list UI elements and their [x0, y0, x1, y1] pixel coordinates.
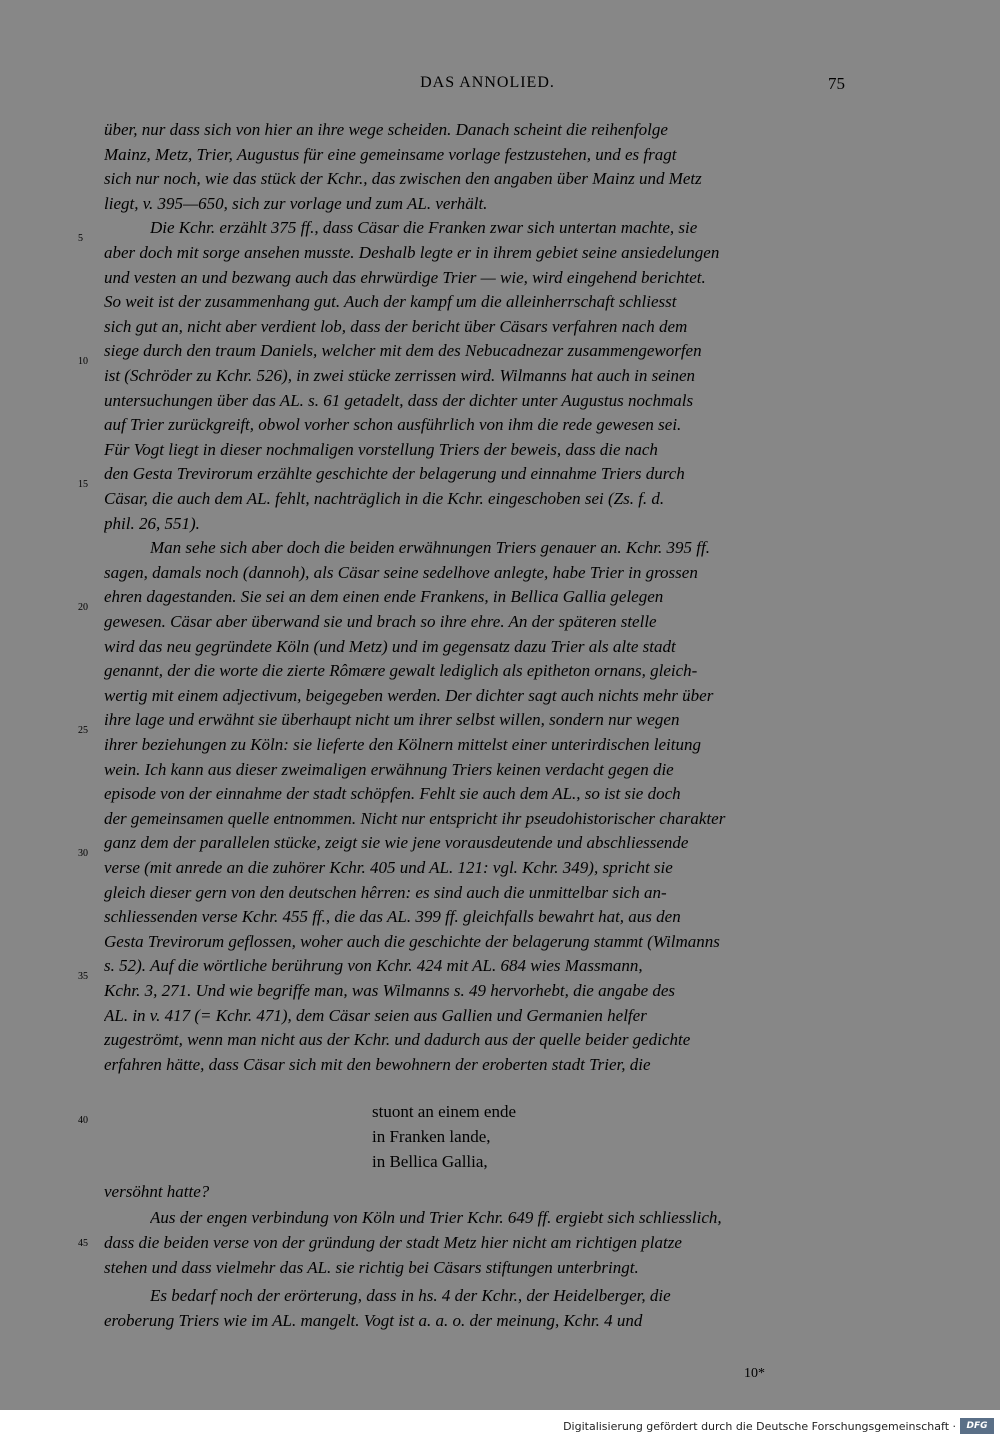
text-line: phil. 26, 551).	[104, 513, 200, 533]
printer-signature: 10*	[744, 1366, 765, 1381]
text-line: Aus der engen verbindung von Köln und Trier Kchr. 649 ff. ergiebt sich schliesslich,	[150, 1208, 722, 1227]
text-line: wein. Ich kann aus dieser zweimaligen erwähnung Triers keinen verdacht gegen die	[104, 759, 674, 779]
text-line: der gemeinsamen quelle entnommen. Nicht nur entspricht ihr pseudohistorischer charakter	[104, 808, 726, 828]
text-line: sagen, damals noch (dannoh), als Cäsar seine sedelhove anlegte, habe Trier in grossen	[104, 562, 698, 582]
text-line: dass die beiden verse von der gründung der stadt Metz hier nicht am richtigen platze	[104, 1233, 682, 1252]
text-line: sich gut an, nicht aber verdient lob, dass der bericht über Cäsars verfahren nach dem	[104, 316, 688, 336]
line-number: 45	[78, 1238, 88, 1249]
text-line: gleich dieser gern von den deutschen hêrren: es sind auch die unmittelbar sich an-	[104, 882, 667, 902]
text-line: Für Vogt liegt in dieser nochmaligen vorstellung Triers der beweis, dass die nach	[104, 439, 658, 459]
page-number: 75	[828, 74, 845, 93]
text-line: zugeströmt, wenn man nicht aus der Kchr. und dadurch aus der quelle beider gedichte	[104, 1030, 691, 1050]
text-line: verse (mit anrede an die zuhörer Kchr. 405 und AL. 121: vgl. Kchr. 349), spricht sie	[104, 858, 673, 877]
text-line: genannt, der die worte die zierte Rômære gewalt lediglich als epitheton ornans, gleich-	[104, 661, 698, 681]
text-line: episode von der einnahme der stadt schöpfen. Fehlt sie auch dem AL., so ist sie doch	[104, 784, 681, 804]
text-line: So weit ist der zusammenhang gut. Auch der kampf um die alleinherrschaft schliesst	[104, 292, 677, 312]
text-line: ehren dagestanden. Sie sei an dem einen ende Frankens, in Bellica Gallia gelegen	[104, 587, 664, 607]
text-line: Die Kchr. erzählt 375 ff., dass Cäsar die Franken zwar sich untertan machte, sie	[150, 218, 698, 238]
text-line: ganz dem der parallelen stücke, zeigt sie wie jene vorausdeutende und abschliessende	[104, 833, 689, 853]
text-line: Cäsar, die auch dem AL. fehlt, nachträglich in die Kchr. eingeschoben sei (Zs. f. d.	[104, 489, 665, 508]
line-number: 5	[78, 233, 83, 244]
running-header: DAS ANNOLIED.	[420, 74, 555, 91]
line-number: 25	[78, 725, 88, 736]
line-number: 35	[78, 971, 88, 982]
text-line: aber doch mit sorge ansehen musste. Deshalb legte er in ihrem gebiet seine ansiedelungen	[104, 243, 720, 262]
line-number: 10	[78, 356, 88, 367]
text-line: Gesta Trevirorum geflossen, woher auch die geschichte der belagerung stammt (Wilmanns	[104, 931, 720, 951]
verse-line: in Franken lande,	[372, 1127, 491, 1146]
text-line: Kchr. 3, 271. Und wie begriffe man, was Wilmanns s. 49 hervorhebt, die angabe des	[104, 981, 676, 1000]
footer-credit: Digitalisierung gefördert durch die Deutsche Forschungsgemeinschaft ·	[563, 1420, 956, 1433]
verse-line: stuont an einem ende	[372, 1102, 516, 1121]
text-line: auf Trier zurückgreift, obwol vorher schon ausführlich von ihm die rede gewesen sei.	[104, 415, 682, 435]
text-line: Es bedarf noch der erörterung, dass in hs. 4 der Kchr., der Heidelberger, die	[150, 1286, 671, 1305]
text-line: AL. in v. 417 (= Kchr. 471), dem Cäsar seien aus Gallien und Germanien helfer	[104, 1005, 647, 1025]
text-line: s. 52). Auf die wörtliche berührung von Kchr. 424 mit AL. 684 wies Massmann,	[104, 956, 643, 976]
text-line: siege durch den traum Daniels, welcher mit dem des Nebucadnezar zusammengeworfen	[104, 341, 702, 361]
text-line: wertig mit einem adjectivum, beigegeben werden. Der dichter sagt auch nichts mehr über	[104, 685, 714, 705]
line-number: 15	[78, 479, 88, 490]
text-line: ihre lage und erwähnt sie überhaupt nicht um ihrer selbst willen, sondern nur wegen	[104, 710, 680, 730]
verse-line: in Bellica Gallia,	[372, 1152, 488, 1171]
line-number: 30	[78, 848, 88, 859]
text-line: liegt, v. 395—650, sich zur vorlage und zum AL. verhält.	[104, 193, 488, 213]
text-line: schliessenden verse Kchr. 455 ff., die das AL. 399 ff. gleichfalls bewahrt hat, aus den	[104, 907, 681, 927]
text-line: über, nur dass sich von hier an ihre wege scheiden. Danach scheint die reihenfolge	[104, 120, 668, 139]
dfg-logo: DFG	[960, 1418, 994, 1434]
text-line: ihrer beziehungen zu Köln: sie lieferte den Kölnern mittelst einer unterirdischen leitung	[104, 735, 701, 754]
text-line: erfahren hätte, dass Cäsar sich mit den bewohnern der eroberten stadt Trier, die	[104, 1054, 651, 1074]
text-line: Man sehe sich aber doch die beiden erwähnungen Triers genauer an. Kchr. 395 ff.	[150, 538, 710, 558]
text-line: eroberung Triers wie im AL. mangelt. Vogt ist a. a. o. der meinung, Kchr. 4 und	[104, 1311, 643, 1330]
text-line: wird das neu gegründete Köln (und Metz) und im gegensatz dazu Trier als alte stadt	[104, 636, 676, 656]
text-line: gewesen. Cäsar aber überwand sie und brach so ihre ehre. An der späteren stelle	[104, 612, 657, 631]
text-line: und vesten an und bezwang auch das ehrwürdige Trier — wie, wird eingehend berichtet.	[104, 267, 706, 287]
text-line: sich nur noch, wie das stück der Kchr., das zwischen den angaben über Mainz und Metz	[104, 169, 702, 189]
text-line: versöhnt hatte?	[104, 1182, 210, 1201]
text-line: untersuchungen über das AL. s. 61 getadelt, dass der dichter unter Augustus nochmals	[104, 390, 694, 410]
text-line: stehen und dass vielmehr das AL. sie richtig bei Cäsars stiftungen unterbringt.	[104, 1258, 639, 1277]
line-number: 40	[78, 1115, 88, 1126]
line-number: 20	[78, 602, 88, 613]
text-line: Mainz, Metz, Trier, Augustus für eine gemeinsame vorlage festzustehen, und es fragt	[104, 144, 677, 164]
footer-bar	[0, 1410, 1000, 1444]
text-line: ist (Schröder zu Kchr. 526), in zwei stücke zerrissen wird. Wilmanns hat auch in seinen	[104, 366, 696, 385]
text-line: den Gesta Trevirorum erzählte geschichte der belagerung und einnahme Triers durch	[104, 464, 685, 484]
